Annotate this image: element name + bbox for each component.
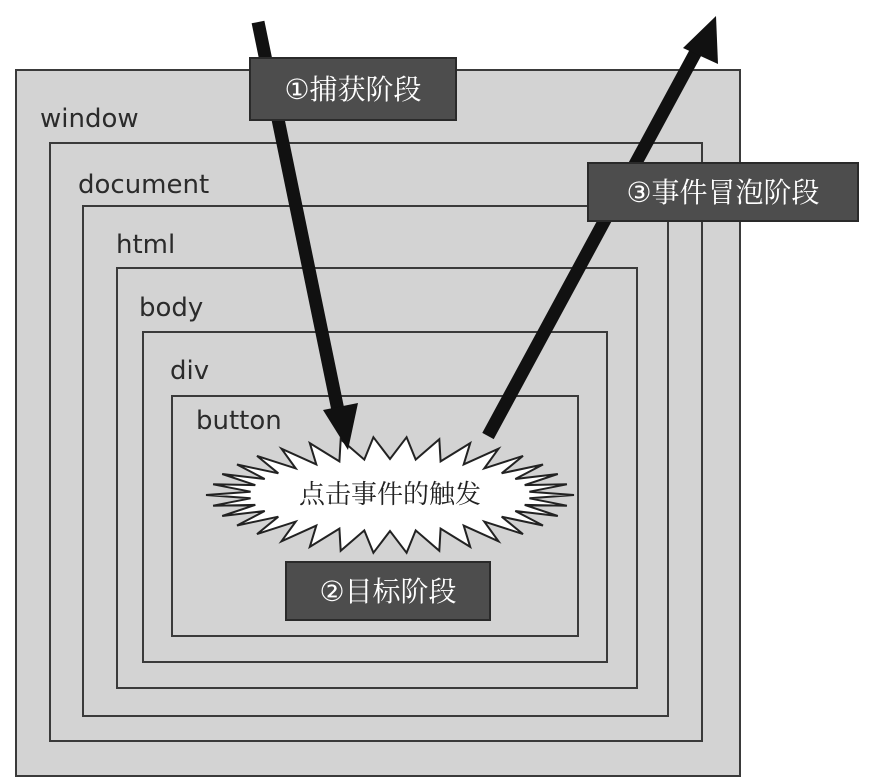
capture-phase-label: ①捕获阶段 bbox=[284, 73, 422, 106]
layer-window-label: window bbox=[40, 104, 139, 134]
layer-html-label: html bbox=[116, 230, 176, 260]
capture-phase bbox=[250, 58, 456, 120]
bubble-phase bbox=[588, 163, 858, 221]
target-phase bbox=[286, 562, 490, 620]
click-event-label: 点击事件的触发 bbox=[298, 480, 482, 510]
layer-div-label: div bbox=[170, 356, 210, 386]
layer-document-label: document bbox=[78, 170, 210, 200]
bubble-phase-label: ③事件冒泡阶段 bbox=[626, 176, 820, 209]
layer-body-label: body bbox=[139, 293, 204, 323]
layer-button-label: button bbox=[196, 406, 282, 436]
target-phase-label: ②目标阶段 bbox=[319, 575, 457, 608]
